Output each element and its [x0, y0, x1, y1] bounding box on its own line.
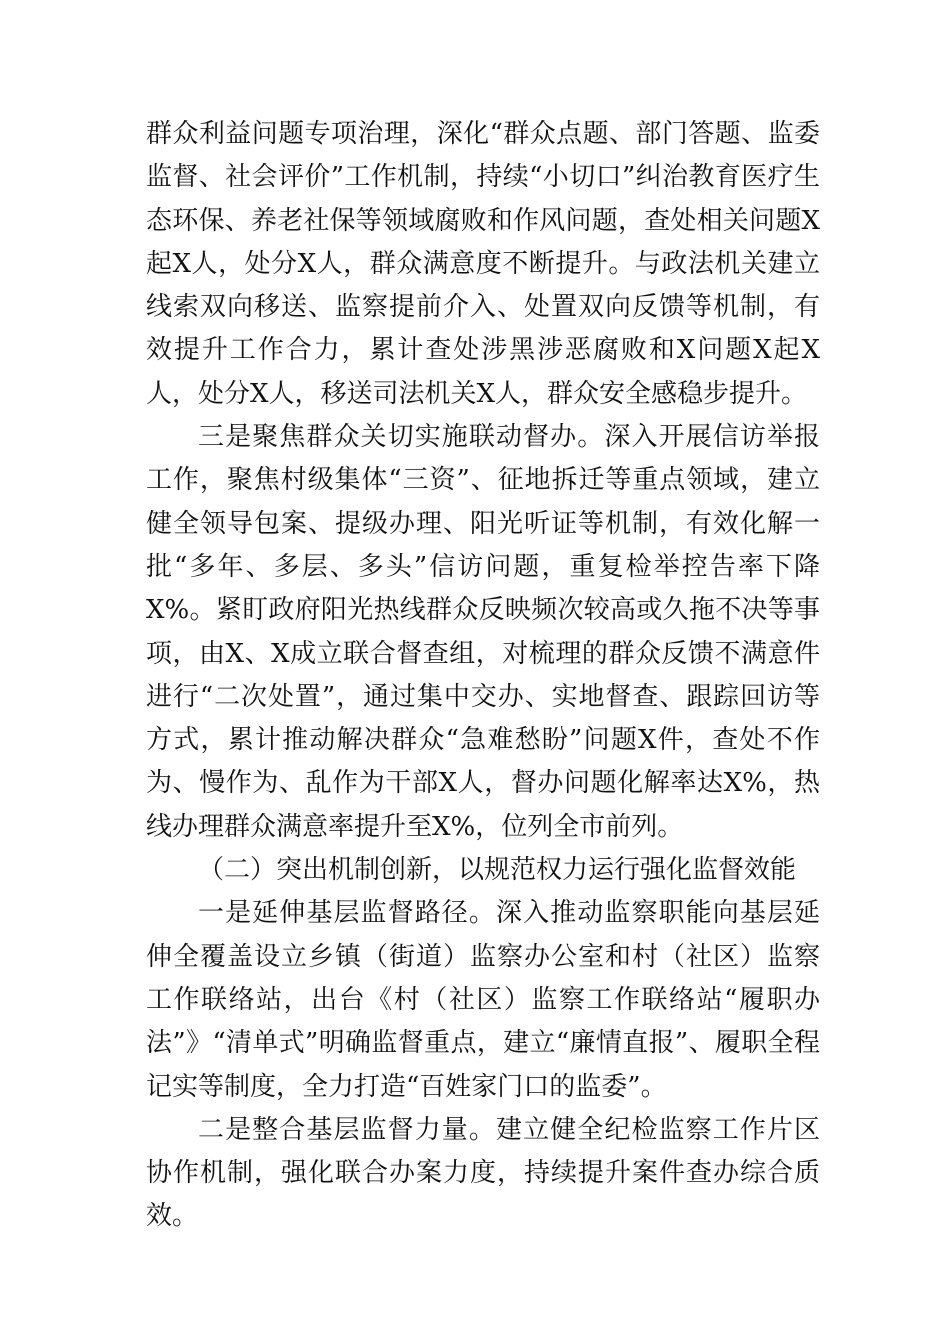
section-heading: （二）突出机制创新，以规范权力运行强化监督效能: [198, 855, 797, 886]
paragraph-continuation: 群众利益问题专项治理，深化“群众点题、部门答题、监委监督、社会评价”工作机制，持续“小切口”纠治教育医疗生态环保、养老社保等领域腐败和作风问题，查处相关问题X起X人，处分X人，群众满意度不断提升。与政法机关建立线索双向移送、监察提前介入、处置双向反馈等机制，有效提升工作合力，累计查处涉黑涉恶腐败和X问题X起X人，处分X人，移送司法机关X人，群众安全感稳步提升。: [146, 119, 820, 409]
paragraph-joint-supervision: 三是聚焦群众关切实施联动督办。深入开展信访举报工作，聚焦村级集体“三资”、征地拆迁等重点领域，建立健全领导包案、提级办理、阳光听证等机制，有效化解一批“多年、多层、多头”信访问题，重复检举控告率下降X%。紧盯政府阳光热线群众反映频次较高或久拖不决等事项，由X、X成立联合督查组，对梳理的群众反馈不满意件进行“二次处置”，通过集中交办、实地督查、跟踪回访等方式，累计推动解决群众“急难愁盼”问题X件，查处不作为、慢作为、乱作为干部X人，督办问题化解率达X%，热线办理群众满意率提升至X%，位列全市前列。: [146, 422, 820, 842]
paragraph-grassroots-force: 二是整合基层监督力量。建立健全纪检监察工作片区协作机制，强化联合办案力度，持续提升案件查办综合质效。: [146, 1114, 820, 1232]
paragraph-grassroots-path: 一是延伸基层监督路径。深入推动监察职能向基层延伸全覆盖设立乡镇（街道）监察办公室和村（社区）监察工作联络站，出台《村（社区）监察工作联络站“履职办法”》“清单式”明确监督重点，建立“廉情直报”、履职全程记实等制度，全力打造“百姓家门口的监委”。: [146, 898, 820, 1102]
